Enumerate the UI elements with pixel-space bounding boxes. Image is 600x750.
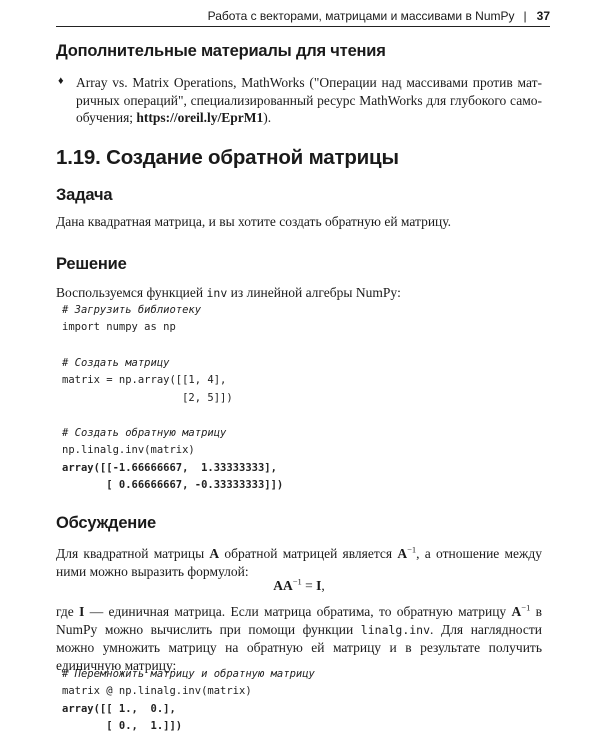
formula-comma: , [321,578,325,593]
code-block-multiply [62,666,315,736]
formula-equals: = [301,578,317,593]
solution-intro-start: Воспользуемся функцией [56,285,204,300]
code-comment: # Перемножить матрицу и обратную матрицу [62,668,315,680]
matrix-symbol: A [209,546,220,561]
discussion-paragraph-1 [56,545,542,580]
formula-rhs: I [316,578,322,593]
code-line: import numpy as np [62,321,176,334]
code-block-import [62,302,201,337]
solution-intro-end: из линейной алгебры NumPy: [230,285,401,300]
text-run: , а отношение между ними можно выразить формулой: [56,546,542,579]
code-output-line: array([[ 1., 0.], [62,702,176,715]
code-output-line: [ 0., 1.]]) [62,720,183,733]
page-number: 37 [536,9,550,23]
formula [56,577,542,594]
matrix-symbol: A [511,604,522,619]
section-title: 1.19. Создание обратной матрицы [56,146,399,169]
code-comment: # Создать матрицу [62,357,170,369]
running-header [56,6,550,27]
further-reading-text [76,74,542,127]
text-run: обратной матрицей является [224,546,393,561]
code-output-line: array([[-1.66666667, 1.33333333], [62,461,277,474]
inline-code-inv: inv [206,286,228,300]
discussion-paragraph-2 [56,603,542,674]
problem-heading: Задача [56,186,113,204]
code-comment: # Загрузить библиотеку [62,304,202,316]
inline-code-linalg-inv: linalg.inv [360,622,431,637]
code-block-inverse [62,425,283,495]
problem-text: Дана квадратная матрица, и вы хотите создать обратную ей матрицу. [56,214,452,229]
code-line: [2, 5]]) [62,391,233,404]
solution-intro [56,284,542,303]
text-run: где [56,604,74,619]
superscript: −1 [521,602,531,613]
code-comment: # Создать обратную матрицу [62,427,227,439]
text-run: — единичная матрица. Если матрица обратима, то обратную матрицу [89,604,507,619]
text-run: в NumPy можно вычислить при помощи функции [56,604,543,637]
reference-tail: ). [263,110,272,125]
code-line: matrix = np.array([[1, 4], [62,374,227,387]
bullet-diamond-icon: ♦ [58,75,64,87]
superscript: −1 [292,576,302,587]
reference-text: Array vs. Matrix Operations, MathWorks ("Операции над массивами против мат-ричных операций", специализированный ресурс MathWorks для глубокого само-обучения; [76,75,542,125]
code-line: np.linalg.inv(matrix) [62,444,195,457]
solution-heading: Решение [56,255,127,273]
running-title: Работа с векторами, матрицами и массивами в NumPy [207,9,515,23]
superscript: −1 [407,544,417,555]
further-reading-heading: Дополнительные материалы для чтения [56,42,386,60]
text-run: Для квадратной матрицы [56,546,205,561]
text-run: . Для наглядности можно умножить матрицу на обратную ей матрицу и в результате получить единичную матрицу: [56,621,543,673]
code-output-line: [ 0.66666667, -0.33333333]]) [62,479,284,492]
header-separator: | [523,9,527,23]
further-reading-item [58,74,542,127]
formula-lhs: AA [273,578,293,593]
code-line: matrix @ np.linalg.inv(matrix) [62,685,252,698]
discussion-heading: Обсуждение [56,514,156,532]
identity-symbol: I [79,604,85,619]
code-block-matrix [62,355,233,407]
matrix-symbol: A [397,546,408,561]
reference-link[interactable]: https://oreil.ly/EprM1 [136,110,264,125]
